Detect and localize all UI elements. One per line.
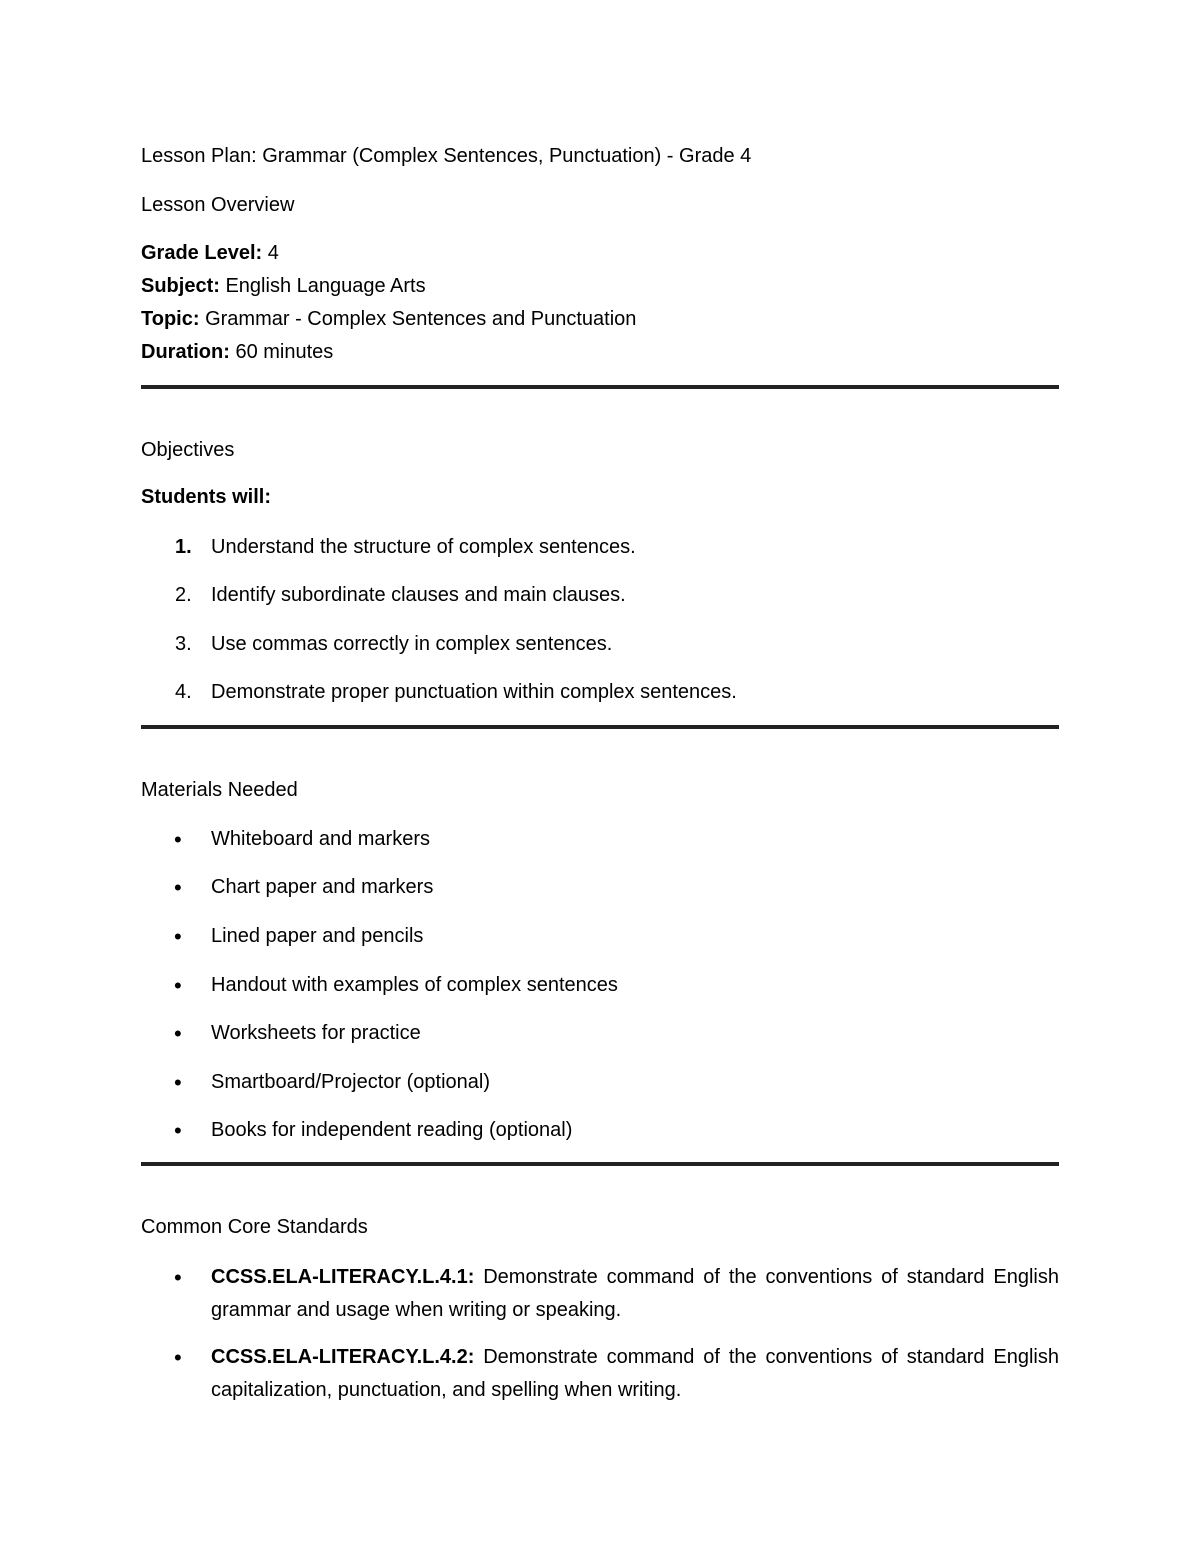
subject-field (141, 273, 426, 299)
section-divider (141, 1162, 1059, 1166)
section-divider (141, 725, 1059, 729)
material-text: Handout with examples of complex sentences (211, 974, 618, 996)
field-label: Grade Level: (141, 242, 263, 264)
objectives-intro: Students will: (141, 486, 271, 508)
bullet-icon: • (174, 1070, 182, 1095)
material-text: Lined paper and pencils (211, 925, 424, 947)
bullet-icon: • (174, 827, 182, 852)
list-number: 2. (175, 584, 192, 606)
standards-heading: Common Core Standards (141, 1216, 368, 1238)
duration-field (141, 339, 333, 365)
materials-heading: Materials Needed (141, 779, 298, 801)
standard-text (211, 1341, 1059, 1407)
material-text: Chart paper and markers (211, 876, 434, 898)
bullet-icon: • (174, 1345, 182, 1370)
field-label: Duration: (141, 341, 230, 363)
material-text: Worksheets for practice (211, 1022, 421, 1044)
document-title: Lesson Plan: Grammar (Complex Sentences, Punctuation) - Grade 4 (141, 145, 752, 167)
list-number: 4. (175, 681, 192, 703)
standard-text (211, 1261, 1059, 1327)
standard-code: CCSS.ELA-LITERACY.L.4.2: (211, 1346, 475, 1368)
field-value: Grammar - Complex Sentences and Punctuation (205, 308, 637, 330)
objective-text: Understand the structure of complex sentences. (211, 536, 636, 558)
list-number: 1. (175, 536, 192, 558)
bullet-icon: • (174, 1021, 182, 1046)
material-text: Smartboard/Projector (optional) (211, 1071, 491, 1093)
objectives-heading: Objectives (141, 439, 235, 461)
bullet-icon: • (174, 1265, 182, 1290)
field-value: 60 minutes (235, 341, 334, 363)
section-divider (141, 385, 1059, 389)
document-page (141, 0, 1059, 1553)
bullet-icon: • (174, 875, 182, 900)
standard-code: CCSS.ELA-LITERACY.L.4.1: (211, 1266, 475, 1288)
material-text: Books for independent reading (optional) (211, 1119, 573, 1141)
standard-description: Demonstrate command of the conventions of standard English grammar and usage when writing or speaking. (211, 1266, 1059, 1321)
field-label: Subject: (141, 275, 220, 297)
field-label: Topic: (141, 308, 200, 330)
bullet-icon: • (174, 1118, 182, 1143)
grade-level-field (141, 240, 279, 266)
bullet-icon: • (174, 924, 182, 949)
list-number: 3. (175, 633, 192, 655)
topic-field (141, 306, 636, 332)
field-value: 4 (267, 242, 279, 264)
objective-text: Use commas correctly in complex sentences. (211, 633, 613, 655)
objective-text: Identify subordinate clauses and main clauses. (211, 584, 626, 606)
overview-heading: Lesson Overview (141, 194, 295, 216)
field-value: English Language Arts (225, 275, 426, 297)
standard-description: Demonstrate command of the conventions of standard English capitalization, punctuation, and spelling when writing. (211, 1346, 1059, 1401)
material-text: Whiteboard and markers (211, 828, 430, 850)
bullet-icon: • (174, 973, 182, 998)
objective-text: Demonstrate proper punctuation within complex sentences. (211, 681, 737, 703)
